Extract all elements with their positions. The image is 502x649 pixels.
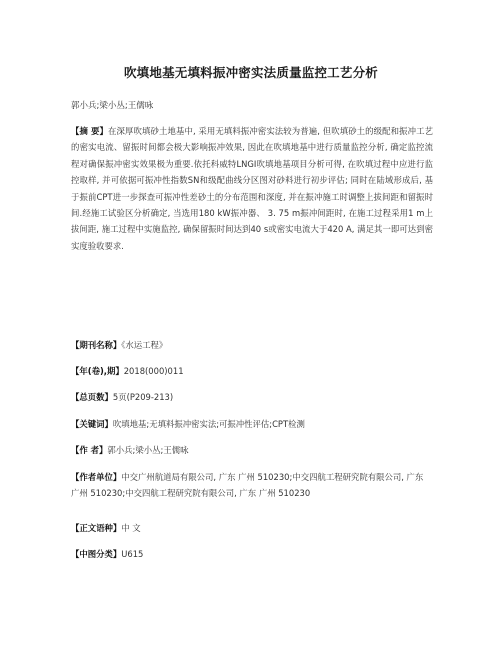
field-classification — [71, 546, 433, 562]
field-label: 【作者单位】 — [71, 472, 122, 482]
field-value: U615 — [121, 549, 144, 559]
field-value: 中交广州航道局有限公司, 广东 广州 510230;中交四航工程研究院有限公司, 广东 广州 510230;中交四航工程研究院有限公司, 广东 广州 510230 — [71, 472, 424, 499]
field-pages — [71, 389, 433, 405]
field-label: 【中图分类】 — [71, 549, 122, 559]
field-year-issue — [71, 363, 433, 379]
field-value: 中 文 — [121, 523, 141, 533]
field-authors — [71, 442, 433, 458]
field-keywords — [71, 416, 433, 432]
field-label: 【作 者】 — [71, 445, 108, 455]
field-language — [71, 520, 433, 536]
field-journal — [71, 337, 433, 353]
field-value: 郭小兵;梁小丛;王儒咏 — [107, 445, 189, 455]
field-value: 2018(000)011 — [123, 366, 184, 376]
field-value: 吹填地基;无填料振冲密实法;可振冲性评估;CPT检测 — [112, 419, 305, 429]
author-line: 郭小兵;梁小丛;王儒咏 — [71, 101, 154, 111]
field-value: 《水运工程》 — [121, 340, 168, 350]
field-label: 【正文语种】 — [71, 523, 122, 533]
abstract-text: 在深厚吹填砂土地基中, 采用无填料振冲密实法较为普遍, 但吹填砂土的级配和振冲工艺的密实电流、留振时间都会极大影响振冲效果, 因此在吹填地基中进行质量监控分析, 确定监控流程对确保振冲密实效果极为重要.依托科威特LNGI吹填地基项目分析可得, 在吹填过程中应进行监控取样, 并可依据可振冲性指数SN和级配曲线分区图对砂料进行初步评估; 同时在陆域形成后, 基于振前CPT进一步探查可振冲性差砂土的分布范围和深度, 并在振冲施工时调整上拔间距和留振时间.经施工试验区分析确定, 当选用180 kW振冲器、 3. 75 m振冲间距时, 在施工过程采用1 m上拔间距, 施工过程中实施监控, 确保留振时间达到40 s或密实电流大于420 A, 满足其一即可达到密实度验收要求. — [71, 126, 433, 251]
field-label: 【总页数】 — [71, 392, 113, 402]
abstract-paragraph — [71, 123, 433, 254]
field-label: 【关键词】 — [71, 419, 113, 429]
paper-title: 吹填地基无填料振冲密实法质量监控工艺分析 — [123, 65, 378, 80]
field-label: 【年(卷),期】 — [71, 366, 124, 376]
field-label: 【期刊名称】 — [71, 340, 122, 350]
field-value: 5页(P209-213) — [112, 392, 174, 402]
field-affiliation — [71, 469, 433, 502]
abstract-label: 【摘 要】 — [71, 126, 109, 136]
